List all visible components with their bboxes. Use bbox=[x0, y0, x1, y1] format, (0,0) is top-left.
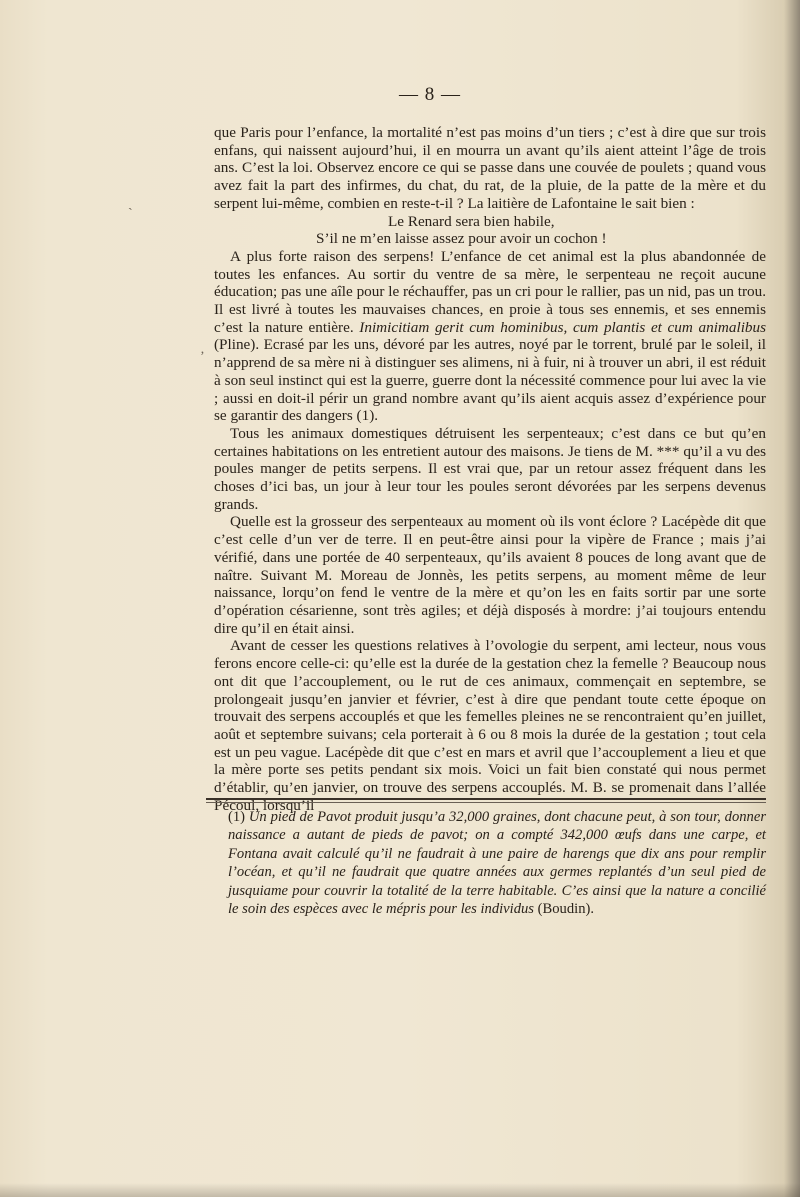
paragraph: Quelle est la grosseur des serpenteaux au moment où ils vont éclore ? Lacépède dit que c’est celle d’un ver de terre. Il en peut-être ainsi pour la vipère de France ; mais j’ai vérifié, dans une portée de 40 serpenteaux, qu’ils avaient 8 pouces de long avant que de naître. Suivant M. Moreau de Jonnès, les petits serpens, au moment même de leur naissance, lorqu’on fend le ventre de la mère et qu’on les en faits sortir par une sorte d’opération césarienne, sont très agiles; et déjà disposés à mordre: j’ai toujours entendu dire qu’il en était ainsi. bbox=[214, 513, 766, 637]
verse-line: S’il ne m’en laisse assez pour avoir un cochon ! bbox=[316, 230, 607, 248]
margin-mark: ‚ bbox=[200, 342, 205, 357]
main-text bbox=[214, 124, 766, 814]
footnote bbox=[228, 808, 766, 918]
footnote-divider bbox=[206, 798, 766, 800]
paragraph: Tous les animaux domestiques détruisent les serpenteaux; c’est dans ce but qu’en certaines habitations on les entretient autour des maisons. Je tiens de M. *** qu’il a vu des poules manger de petits serpens. Il est vrai que, par un retour assez fréquent dans les choses d’ici bas, un jour à leur tour les poules seront dévorées par les serpens devenus grands. bbox=[214, 424, 766, 513]
paragraph-text: (Pline). Ecrasé par les uns, dévoré par les autres, noyé par le torrent, brulé par le soleil, il n’apprend de sa mère ni à distinguer ses alimens, ni à fuir, ni à trouver un abri, il est réduit à son seul instinct qui est la guerre, guerre dont la nécessité commence pour lui avec la vie ; aussi en doit-il périr un grand nombre avant qu’ils aient acquis assez d’expérience pour se garantir des dangers (1). bbox=[214, 336, 766, 425]
page-number: — 8 — bbox=[399, 84, 461, 105]
latin-quote: Inimicitiam gerit cum hominibus, cum plantis et cum animalibus bbox=[359, 318, 767, 336]
footnote-divider-thin bbox=[206, 802, 766, 803]
margin-mark: ˎ bbox=[128, 196, 133, 211]
footnote-paragraph bbox=[228, 808, 766, 918]
paragraph bbox=[214, 248, 766, 425]
paragraph-text: A plus forte raison des serpens! L’enfance de cet animal est la plus abandonnée de toutes les enfances. Au sortir du ventre de sa mère, le serpenteau ne reçoit aucune éducation; pas une aîle pour le réchauffer, pas un cri pour le rallier, pas un nid, pas un trou. Il est livré à toutes les mauvaises chances, en proie à tous ses ennemis, et ses ennemis c’est la nature entière. bbox=[214, 247, 766, 336]
paragraph: Avant de cesser les questions relatives à l’ovologie du serpent, ami lecteur, nous vous ferons encore celle-ci: qu’elle est la durée de la gestation chez la femelle ? Beaucoup nous ont dit que l’accouplement, ou le rut de ces animaux, commençait en septembre, se prolongeait jusqu’en janvier et février, c’est à dire que pendant toute cette époque on trouvait des serpens accouplés et que les femelles pleines ne se rencontraient qu’en juillet, août et septembre suivans; cela porterait à 6 ou 8 mois la durée de la gestation ; tout cela est un peu vague. Lacépède dit que c’est en mars et avril que l’accouplement a lieu et que la mère porte ses petits pendant six mois. Voici un fait bien constaté qui nous permet d’établir, qu’en janvier, on trouve des serpens accouplés. M. B. se promenait dans l’allée Pécoul, lorsqu’il bbox=[214, 637, 766, 814]
verse-line: Le Renard sera bien habile, bbox=[388, 212, 555, 230]
footnote-text: Un pied de Pavot produit jusqu’a 32,000 graines, dont chacune peut, à son tour, donner naissance a autant de pieds de pavot; on a compté 342,000 œufs dans une carpe, et Fontana avait calculé qu’il ne faudrait à une paire de harengs que dix ans pour remplir l’océan, et qu’il ne faudrait que quatre années aux germes replantés d’un seul pied de jusquiame pour couvrir la totalité de la terre habitable. C’es ainsi que la nature a concilié le soin des espèces avec le mépris pour les individus bbox=[228, 809, 766, 918]
footnote-source: (Boudin). bbox=[537, 901, 595, 918]
paragraph: que Paris pour l’enfance, la mortalité n’est pas moins d’un tiers ; c’est à dire que sur trois enfans, qui naissent aujourd’hui, il en mourra un avant qu’ils aient atteint l’âge de trois ans. C’est la loi. Observez encore ce qui se passe dans une couvée de poulets ; quand vous avez fait la part des infirmes, du chat, du rat, de la pluie, de la patte de la mère et du serpent lui-même, combien en reste-t-il ? La laitière de Lafontaine le sait bien : bbox=[214, 124, 766, 212]
footnote-marker: (1) bbox=[228, 809, 246, 825]
page-edge-shadow bbox=[0, 1183, 800, 1197]
